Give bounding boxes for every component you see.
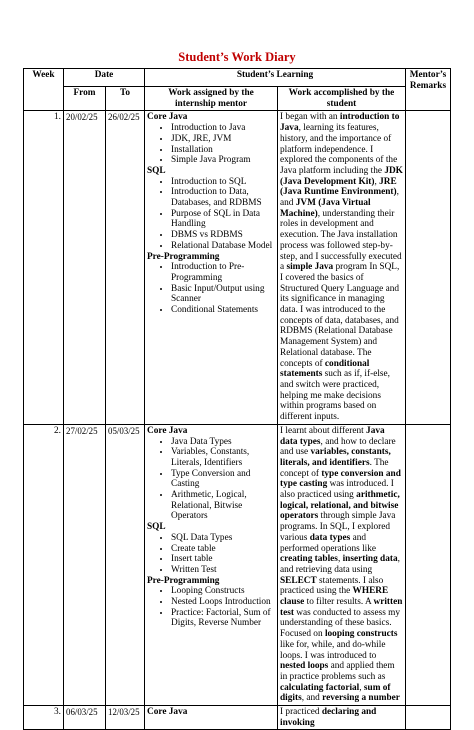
date-from: 06/03/25 <box>64 706 106 730</box>
header-accomplished: Work accomplished by the student <box>278 87 406 111</box>
text-run: , and how to declare and use <box>280 436 396 458</box>
text-run: I began with an <box>280 112 340 123</box>
page-title: Student’s Work Diary <box>178 50 296 64</box>
accomplished-text <box>280 112 403 422</box>
accomplished-text <box>280 426 403 704</box>
topic-item: • JDK, JRE, JVM <box>171 134 275 145</box>
bold-term: written test <box>280 597 403 618</box>
header-date: Date <box>64 69 145 87</box>
text-run: , <box>359 682 364 693</box>
bold-term: inserting data <box>342 554 398 565</box>
mentor-remarks <box>406 706 451 730</box>
topic-item: • Basic Input/Output using Scanner <box>171 284 275 305</box>
topic-item: • Create table <box>171 544 275 555</box>
topic-item: • Introduction to SQL <box>171 177 275 188</box>
bold-term: sum of digits <box>280 682 391 704</box>
text-run: such as if, if-else, and switch were practiced, helping me make decisions within programs based on different inputs. <box>280 369 390 423</box>
date-to: 05/03/25 <box>106 424 145 705</box>
topic-list <box>147 262 275 316</box>
topic-list <box>147 437 275 523</box>
header-remarks: Mentor’s Remarks <box>406 69 451 111</box>
date-from: 27/02/25 <box>64 424 106 705</box>
topic-item: • Purpose of SQL in Data Handling <box>171 209 275 230</box>
mentor-remarks <box>406 424 451 705</box>
topic-item: • Relational Database Model <box>171 241 275 252</box>
header-learning: Student’s Learning <box>145 69 406 87</box>
mentor-remarks <box>406 111 451 424</box>
bold-term: JDK (Java Development Kit) <box>280 165 403 187</box>
text-run: to filter results. A <box>304 597 374 608</box>
text-run: I learnt about different <box>280 425 367 436</box>
topic-item: • Looping Constructs <box>171 586 275 597</box>
text-run: , and <box>301 693 323 704</box>
section-heading: Core Java <box>147 707 188 718</box>
date-to: 26/02/25 <box>106 111 145 424</box>
bold-term: data types <box>309 532 351 543</box>
week-number: 3. <box>24 706 64 730</box>
topic-item: • Simple Java Program <box>171 155 275 166</box>
bold-term: declaring and invoking <box>280 707 377 728</box>
accomplished-work <box>278 706 406 730</box>
topic-item: • Written Test <box>171 565 275 576</box>
topic-item: • Practice: Factorial, Sum of Digits, Reverse Number <box>171 608 275 629</box>
bold-term: WHERE clause <box>280 586 389 608</box>
table-row <box>24 706 451 730</box>
text-run: program In SQL, I covered the basics of Structured Query Language and its significance in managing data. I was introduced to the concepts of data, databases, and RDBMS (Relational Database Management System) and Relational database. The concepts of <box>280 262 400 369</box>
accomplished-work <box>278 111 406 424</box>
topic-list <box>147 586 275 629</box>
bold-term: reversing a number <box>322 693 400 704</box>
text-run: was introduced. I also practiced using <box>280 479 394 501</box>
section-heading: Pre-Programming <box>147 251 220 262</box>
assigned-work <box>145 424 278 705</box>
topic-item: • Introduction to Data, Databases, and RDBMS <box>171 187 275 208</box>
bold-term: arithmetic, logical, relational, and bitwise operators <box>280 490 400 522</box>
bold-term: creating tables <box>280 554 338 565</box>
section-heading: Pre-Programming <box>147 575 220 586</box>
bold-term: looping constructs <box>324 629 398 640</box>
assigned-work <box>145 706 278 730</box>
bold-term: variables, constants, literals, and identifiers <box>280 447 391 468</box>
text-run: , <box>374 176 380 187</box>
bold-term: introduction to Java <box>280 112 400 134</box>
text-run: through simple Java programs. In SQL, I explored various <box>280 511 396 543</box>
bold-term: Java data types <box>280 425 385 447</box>
topic-item: • DBMS vs RDBMS <box>171 230 275 241</box>
bold-term: JRE (Java Runtime Environment) <box>280 176 397 198</box>
section-heading: Core Java <box>147 425 188 436</box>
bold-term: type conversion and type casting <box>280 468 401 490</box>
section-heading: SQL <box>147 165 166 176</box>
topic-item: • Insert table <box>171 554 275 565</box>
accomplished-text <box>280 707 403 728</box>
section-heading: SQL <box>147 522 166 533</box>
text-run: , understanding their roles in development and execution. The Java installation process was followed step-by-step, and I successfully executed a <box>280 208 402 273</box>
text-run: and performed operations like <box>280 532 377 554</box>
header-to: To <box>106 87 145 111</box>
header-assigned: Work assigned by the internship mentor <box>145 87 278 111</box>
topic-item: • Installation <box>171 145 275 156</box>
topic-item: • Java Data Types <box>171 437 275 448</box>
topic-list <box>147 533 275 576</box>
work-diary-table <box>23 68 451 730</box>
topic-item: • Variables, Constants, Literals, Identifiers <box>171 447 275 468</box>
table-row <box>24 111 451 424</box>
accomplished-work <box>278 424 406 705</box>
text-run: , learning its features, history, and the importance of platform independence. I explored the components of the Java platform including the <box>280 123 398 176</box>
topic-item: • Type Conversion and Casting <box>171 469 275 490</box>
bold-term: simple Java <box>286 262 334 273</box>
date-to: 12/03/25 <box>106 706 145 730</box>
bold-term: JVM (Java Virtual Machine) <box>280 198 371 219</box>
table-row <box>24 424 451 705</box>
bold-term: calculating factorial <box>280 682 360 693</box>
topic-item: • Conditional Statements <box>171 305 275 316</box>
text-run: statements. I also practiced using the <box>280 575 384 597</box>
topic-list <box>147 123 275 166</box>
week-number: 2. <box>24 424 64 705</box>
text-run: was conducted to assess my understanding of these basics. Focused on <box>280 607 401 640</box>
bold-term: conditional statements <box>280 358 370 380</box>
topic-item: • SQL Data Types <box>171 533 275 544</box>
week-number: 1. <box>24 111 64 424</box>
topic-item: • Introduction to Java <box>171 123 275 134</box>
text-run: . The concept of <box>280 457 389 479</box>
bold-term: SELECT <box>280 575 317 586</box>
header-from: From <box>64 87 106 111</box>
text-run: I practiced <box>280 707 322 718</box>
assigned-work <box>145 111 278 424</box>
bold-term: nested loops <box>280 661 329 672</box>
text-run: and applied them in practice problems such as <box>280 661 395 682</box>
text-run: , <box>337 554 343 565</box>
text-run: , and <box>280 187 399 209</box>
section-heading: Core Java <box>147 112 188 123</box>
topic-list <box>147 177 275 252</box>
text-run: , and retrieving data using <box>280 554 400 575</box>
header-week: Week <box>24 69 64 111</box>
text-run: like for, while, and do-while loops. I was introduced to <box>280 639 386 661</box>
topic-item: • Arithmetic, Logical, Relational, Bitwise Operators <box>171 490 275 522</box>
topic-item: • Introduction to Pre-Programming <box>171 262 275 283</box>
date-from: 20/02/25 <box>64 111 106 424</box>
topic-item: • Nested Loops Introduction <box>171 597 275 608</box>
